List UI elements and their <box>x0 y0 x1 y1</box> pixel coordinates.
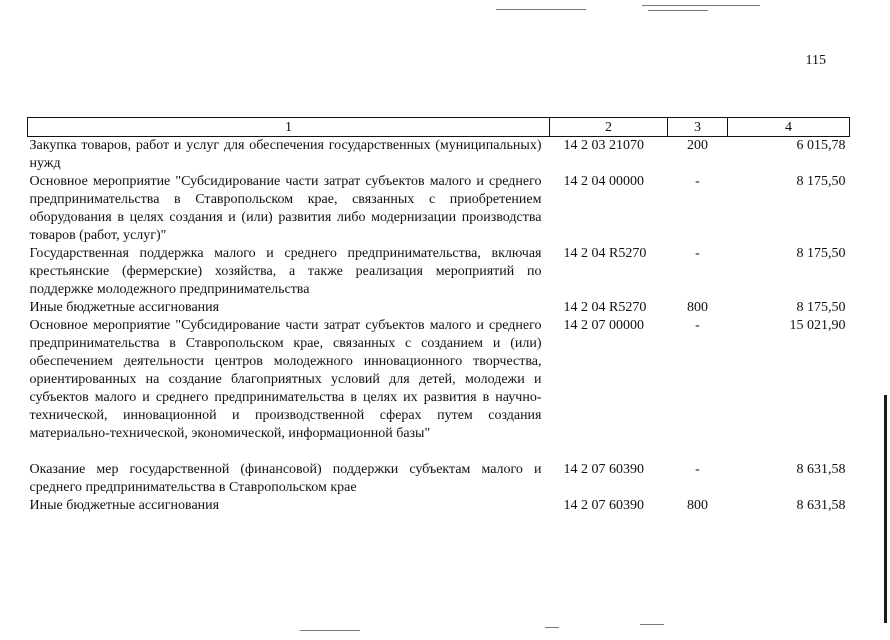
row-code: 14 2 07 60390 <box>563 462 644 477</box>
row-amount: 8 175,50 <box>796 246 846 261</box>
scan-mark-top-3 <box>648 10 708 11</box>
row-vr: 800 <box>687 498 708 513</box>
table-row <box>28 173 850 245</box>
header-col-2: 2 <box>550 118 668 137</box>
page-number: 115 <box>805 53 826 68</box>
header-row <box>28 118 850 137</box>
row-name: Основное мероприятие "Субсидирование части затрат субъектов малого и среднего предпринимательства в Ставропольском крае, связанных с приобретением оборудования в целях создания и (или) развития либо модернизации производства товаров (работ, услуг)" <box>29 174 542 243</box>
row-code: 14 2 07 00000 <box>563 318 644 333</box>
table-row <box>28 137 850 174</box>
table-row <box>28 245 850 299</box>
row-name: Государственная поддержка малого и среднего предпринимательства, включая крестьянские (фермерские) хозяйства, а также реализация мероприятий по поддержке молодежного предпринимательства <box>29 246 542 297</box>
scan-edge-bar <box>884 395 887 623</box>
header-col-4: 4 <box>728 118 850 137</box>
row-code: 14 2 03 21070 <box>563 138 644 153</box>
row-name: Иные бюджетные ассигнования <box>29 300 220 315</box>
table-row <box>28 497 850 515</box>
header-col-1: 1 <box>28 118 550 137</box>
table-row <box>28 443 850 497</box>
scan-mark-top-2 <box>642 5 760 6</box>
row-name: Иные бюджетные ассигнования <box>29 498 220 513</box>
scan-mark-bottom-3 <box>640 624 664 625</box>
row-code: 14 2 04 00000 <box>563 174 644 189</box>
row-amount: 6 015,78 <box>796 138 846 153</box>
row-amount: 8 631,58 <box>796 498 846 513</box>
row-code: 14 2 04 R5270 <box>563 246 647 261</box>
row-vr: - <box>695 462 700 477</box>
table-row <box>28 317 850 443</box>
row-vr: - <box>695 174 700 189</box>
row-vr: 800 <box>687 300 708 315</box>
row-vr: - <box>695 246 700 261</box>
row-amount: 15 021,90 <box>789 318 846 333</box>
row-amount: 8 631,58 <box>796 462 846 477</box>
row-name: Оказание мер государственной (финансовой) поддержки субъектам малого и среднего предпринимательства в Ставропольском крае <box>29 462 542 495</box>
scan-mark-bottom-2 <box>545 627 559 628</box>
row-amount: 8 175,50 <box>796 300 846 315</box>
budget-table <box>27 117 850 515</box>
scan-mark-bottom-1 <box>300 630 360 631</box>
row-vr: 200 <box>687 138 708 153</box>
row-code: 14 2 07 60390 <box>563 498 644 513</box>
row-vr: - <box>695 318 700 333</box>
scan-mark-top-1 <box>496 9 586 10</box>
row-code: 14 2 04 R5270 <box>563 300 647 315</box>
table-row <box>28 299 850 317</box>
header-col-3: 3 <box>668 118 728 137</box>
row-name: Основное мероприятие "Субсидирование части затрат субъектов малого и среднего предпринимательства в Ставропольском крае, связанных с созданием и (или) обеспечением деятельности центров молодежного инновационного творчества, ориентированных на создание благоприятных условий для детей, молодежи и субъектов малого и среднего предпринимательства в целях их развития в научно-технической, инновационной и производственной сферах путем создания материально-технической, экономической, информационной базы" <box>29 318 542 441</box>
row-name: Закупка товаров, работ и услуг для обеспечения государственных (муниципальных) нужд <box>29 138 542 171</box>
row-amount: 8 175,50 <box>796 174 846 189</box>
